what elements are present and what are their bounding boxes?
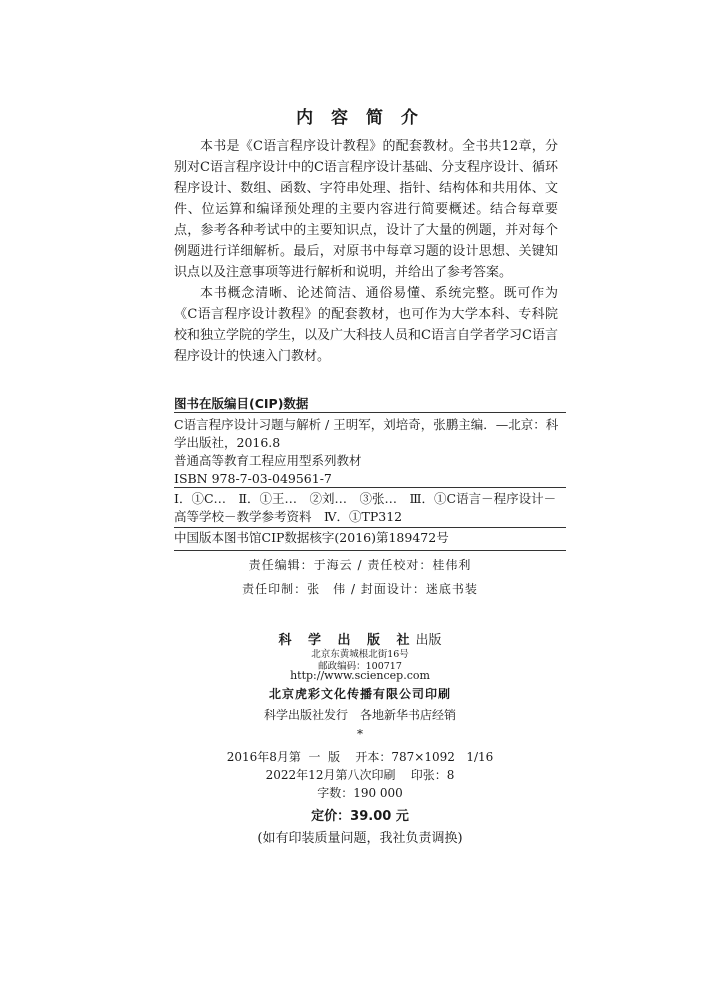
printer-suffix: 印刷 (425, 687, 452, 701)
cip-record (174, 416, 566, 488)
section-title: 内 容 简 介 (296, 108, 424, 128)
word-count-line: 字数：190 000 (317, 786, 403, 800)
intro-section (174, 136, 558, 367)
publisher-url: http://www.sciencep.com (290, 669, 430, 682)
distribution-line: 科学出版社发行 各地新华书店经销 (263, 708, 456, 722)
edition-specs (0, 748, 720, 802)
cip-isbn-line: ISBN 978-7-03-049561-7 (174, 471, 332, 486)
printer-line (0, 683, 720, 702)
intro-paragraph-2: 本书概念清晰、论述简洁、通俗易懂、系统完整。既可作为《C语言程序设计教程》的配套教材，也可作为大学本科、专科院校和独立学院的学生，以及广大科技人员和C语言自学者学习C语言程序设计的快速入门教材。 (174, 286, 558, 364)
printer-name: 北京虎彩文化传播有限公司 (268, 687, 425, 701)
staff-line-2: 责任印制：张 伟 / 封面设计：迷底书装 (242, 582, 478, 596)
separator-mark: * (357, 727, 363, 741)
cip-title-line: C语言程序设计习题与解析 / 王明军，刘培奇，张鹏主编．—北京：科学出版社，2016.8 (174, 417, 559, 450)
cip-library-number: 中国版本图书馆CIP数据核字(2016)第189472号 (174, 530, 449, 545)
publisher-name: 科 学 出 版 社 (278, 633, 416, 648)
price: 定价：39.00 元 (311, 809, 409, 824)
cip-series-line: 普通高等教育工程应用型系列教材 (174, 453, 362, 468)
cip-mid-rule (174, 487, 566, 488)
quality-notice: (如有印装质量问题，我社负责调换) (257, 831, 463, 846)
publisher-postcode: 邮政编码：100717 (318, 661, 402, 672)
cip-lower-rule (174, 527, 566, 528)
cip-bottom-rule (174, 550, 566, 551)
printing-line: 2022年12月第八次印刷 印张：8 (265, 768, 455, 782)
edition-line: 2016年8月第 一 版 开本：787×1092 1/16 (226, 750, 494, 764)
cip-heading: 图书在版编目(CIP)数据 (174, 396, 309, 411)
cip-classification: Ⅰ．①C… Ⅱ．①王… ②刘… ③张… Ⅲ．①C语言－程序设计－高等学校－教学参考资料 Ⅳ．①TP312 (174, 491, 557, 524)
intro-paragraph-1: 本书是《C语言程序设计教程》的配套教材。全书共12章，分别对C语言程序设计中的C语言程序设计基础、分支程序设计、循环程序设计、数组、函数、字符串处理、指针、结构体和共用体、文件、位运算和编译预处理的主要内容进行简要概述。结合每章要点，参考各种考试中的主要知识点，设计了大量的例题，并对每个例题进行详细解析。最后，对原书中每章习题的设计思想、关键知识点以及注意事项等进行解析和说明，并给出了参考答案。 (174, 139, 558, 280)
staff-line-1: 责任编辑：于海云 / 责任校对：桂伟利 (248, 558, 472, 572)
cip-top-rule (174, 412, 566, 413)
publisher-address: 北京东黄城根北街16号 (311, 649, 409, 660)
publisher-suffix: 出版 (415, 633, 442, 648)
